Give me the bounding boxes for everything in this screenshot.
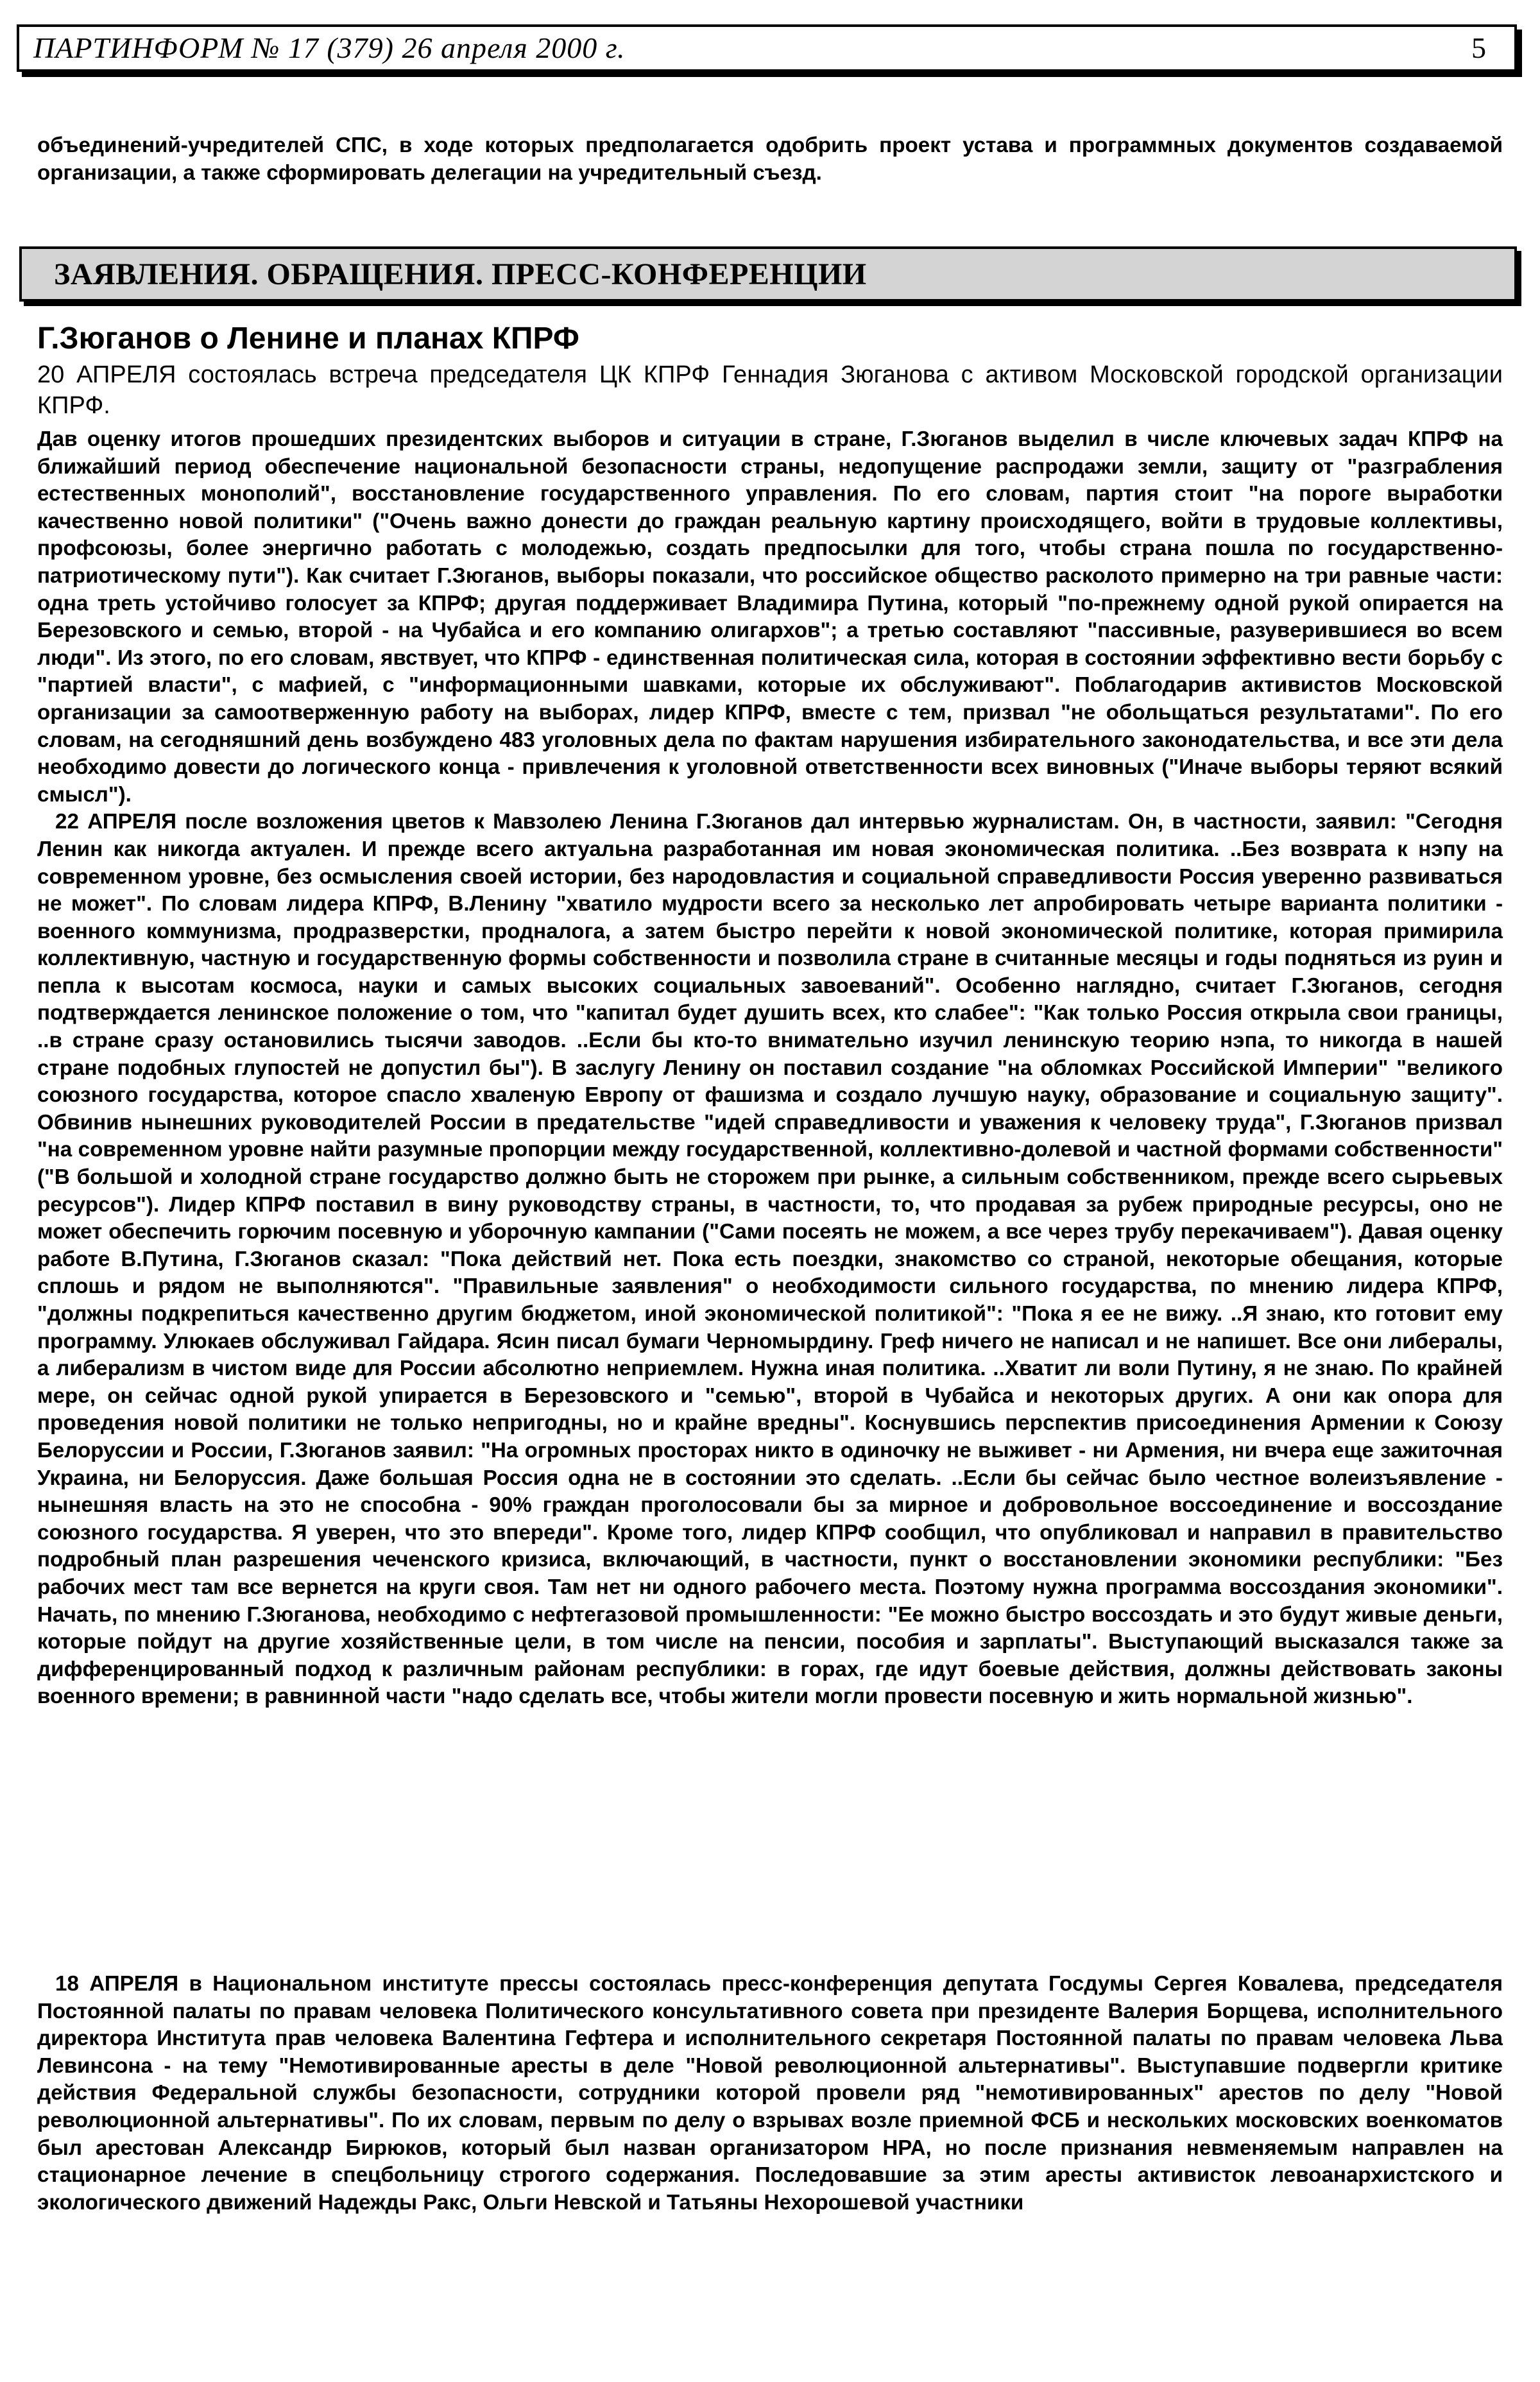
intro-paragraph xyxy=(37,132,1503,187)
article-paragraph: Дав оценку итогов прошедших президентских выборов и ситуации в стране, Г.Зюганов выделил в числе ключевых задач КПРФ на ближайший период обеспечение национальной безопасности страны, недопущение распродажи земли, защиту от "разграбления естественных монополий", восстановление государственного управления. По его словам, партия стоит "на пороге выработки качественно новой политики" ("Очень важно донести до граждан реальную картину происходящего, войти в трудовые коллективы, профсоюзы, более энергично работать с молодежью, создать предпосылки для того, чтобы страна пошла по государственно-патриотическому пути"). Как считает Г.Зюганов, выборы показали, что российское общество расколото примерно на три равные части: одна треть устойчиво голосует за КПРФ; другая поддерживает Владимира Путина, который "по-прежнему одной рукой опирается на Березовского и семью, второй - на Чубайса и его компанию олигархов"; а третью составляют "пассивные, разуверившиеся во всем люди". Из этого, по его словам, явствует, что КПРФ - единственная политическая сила, которая в состоянии эффективно вести борьбу с "партией власти", с мафией, с "информационными шавками, которые их обслуживают". Поблагодарив активистов Московской организации за самоотверженную работу на выборах, лидер КПРФ, вместе с тем, призвал "не обольщаться результатами". По его словам, на сегодняшний день возбуждено 483 уголовных дела по фактам нарушения избирательного законодательства, и все эти дела необходимо довести до логического конца - привлечения к уголовной ответственности всех виновных ("Иначе выборы теряют всякий смысл"). xyxy=(37,427,1503,807)
page-number: 5 xyxy=(1471,31,1486,64)
section-title: ЗАЯВЛЕНИЯ. ОБРАЩЕНИЯ. ПРЕСС-КОНФЕРЕНЦИИ xyxy=(54,257,867,291)
header-title: ПАРТИНФОРМ № 17 (379) 26 апреля 2000 г. xyxy=(33,31,626,64)
article-lead: 20 АПРЕЛЯ состоялась встреча председателя ЦК КПРФ Геннадия Зюганова с активом Московской городской организации КПРФ. xyxy=(37,361,1503,419)
page-header xyxy=(17,24,1517,72)
section-bar xyxy=(19,246,1517,302)
second-article-paragraph: 18 АПРЕЛЯ в Национальном институте прессы состоялась пресс-конференция депутата Госдумы Сергея Ковалева, председателя Постоянной палаты по правам человека Политического консультативного совета при президенте Валерия Борщева, исполнительного директора Института прав человека Валентина Гефтера и исполнительного секретаря Постоянной палаты по правам человека Льва Левинсона - на тему "Немотивированные аресты в деле "Новой революционной альтернативы". Выступавшие подвергли критике действия Федеральной службы безопасности, сотрудники которой провели ряд "немотивированных" арестов по делу "Новой революционной альтернативы". По их словам, первым по делу о взрывах возле приемной ФСБ и нескольких московских военкоматов был арестован Александр Бирюков, который был назван организатором НРА, но после признания невменяемым направлен на стационарное лечение в спецбольницу строгого содержания. Последовавшие за этим аресты активисток левоанархистского и экологического движений Надежды Ракс, Ольги Невской и Татьяны Нехорошевой участники xyxy=(37,1972,1503,2215)
article-headline: Г.Зюганов о Ленине и планах КПРФ xyxy=(37,321,579,356)
second-article-body xyxy=(37,1971,1503,2216)
article-paragraph: 22 АПРЕЛЯ после возложения цветов к Мавзолею Ленина Г.Зюганов дал интервью журналистам. Он, в частности, заявил: "Сегодня Ленин как никогда актуален. И прежде всего актуальна разработанная им новая экономическая политика. ..Без возврата к нэпу на современном уровне, без осмысления своей истории, без народовластия и социальной справедливости Россия уверенно развиваться не может". По словам лидера КПРФ, В.Ленину "хватило мудрости всего за несколько лет апробировать четыре варианта политики - военного коммунизма, продразверстки, продналога, а затем быстро перейти к новой экономической политике, которая примирила коллективную, частную и государственную формы собственности и позволила стране в считанные месяцы и годы подняться из руин и пепла к высотам космоса, науки и самых высоких социальных завоеваний". Особенно наглядно, считает Г.Зюганов, сегодня подтверждается ленинское положение о том, что "капитал будет душить всех, кто слабее": "Как только Россия открыла свои границы, ..в стране сразу остановились тысячи заводов. ..Если бы кто-то внимательно изучил ленинскую теорию нэпа, то никогда в нашей стране подобных глупостей не допустил бы"). В заслугу Ленину он поставил создание "на обломках Российской Империи" "великого союзного государства, которое спасло хваленую Европу от фашизма и создало лучшую науку, образование и социальную защиту". Обвинив нынешних руководителей России в предательстве "идей справедливости и уважения к человеку труда", Г.Зюганов призвал "на современном уровне найти разумные пропорции между государственной, коллективно-долевой и частной формами собственности" ("В большой и холодной стране государство должно быть не сторожем при рынке, а сильным собственником, прежде всего сырьевых ресурсов"). Лидер КПРФ поставил в вину руководству страны, в частности, то, что продавая за рубеж природные ресурсы, оно не может обеспечить горючим посевную и уборочную кампании ("Сами посеять не можем, а все через трубу перекачиваем"). Давая оценку работе В.Путина, Г.Зюганов сказал: "Пока действий нет. Пока есть поездки, знакомство со страной, некоторые обещания, которые сплошь и рядом не выполняются". "Правильные заявления" о необходимости сильного государства, по мнению лидера КПРФ, "должны подкрепиться качественно другим бюджетом, иной экономической политикой": "Пока я ее не вижу. ..Я знаю, кто готовит ему программу. Улюкаев обслуживал Гайдара. Ясин писал бумаги Черномырдину. Греф ничего не написал и не напишет. Все они либералы, а либерализм в чистом виде для России абсолютно неприемлем. Нужна иная политика. ..Хватит ли воли Путину, я не знаю. По крайней мере, он сейчас одной рукой упирается в Березовского и "семью", второй в Чубайса и некоторых других. А они как опора для проведения новой политики не только непригодны, но и крайне вредны". Коснувшись перспектив присоединения Армении к Союзу Белоруссии и России, Г.Зюганов заявил: "На огромных просторах никто в одиночку не выживет - ни Армения, ни вчера еще зажиточная Украина, ни Белоруссия. Даже большая Россия одна не в состоянии это сделать. ..Если бы сейчас было честное волеизъявление - нынешняя власть на это не способна - 90% граждан проголосовали бы за мирное и добровольное воссоединение и воссоздание союзного государства. Я уверен, что это впереди". Кроме того, лидер КПРФ сообщил, что опубликовал и направил в правительство подробный план разрешения чеченского кризиса, включающий, в частности, пункт о восстановлении экономики республики: "Без рабочих мест там все вернется на круги своя. Там нет ни одного рабочего места. Поэтому нужна программа воссоздания экономики". Начать, по мнению Г.Зюганова, необходимо с нефтегазовой промышленности: "Ее можно быстро воссоздать и это будут живые деньги, которые пойдут на другие хозяйственные цели, в том числе на пенсии, пособия и зарплаты". Выступающий высказался также за дифференцированный подход к различным районам республики: в горах, где идут боевые действия, должны действовать законы военного времени; в равнинной части "надо сделать все, чтобы жители могли провести посевную и жить нормальной жизнью". xyxy=(37,810,1503,1709)
article-body xyxy=(37,426,1503,1711)
intro-text: объединений-учредителей СПС, в ходе которых предполагается одобрить проект устава и программных документов создаваемой организации, а также сформировать делегации на учредительный съезд. xyxy=(37,133,1503,185)
